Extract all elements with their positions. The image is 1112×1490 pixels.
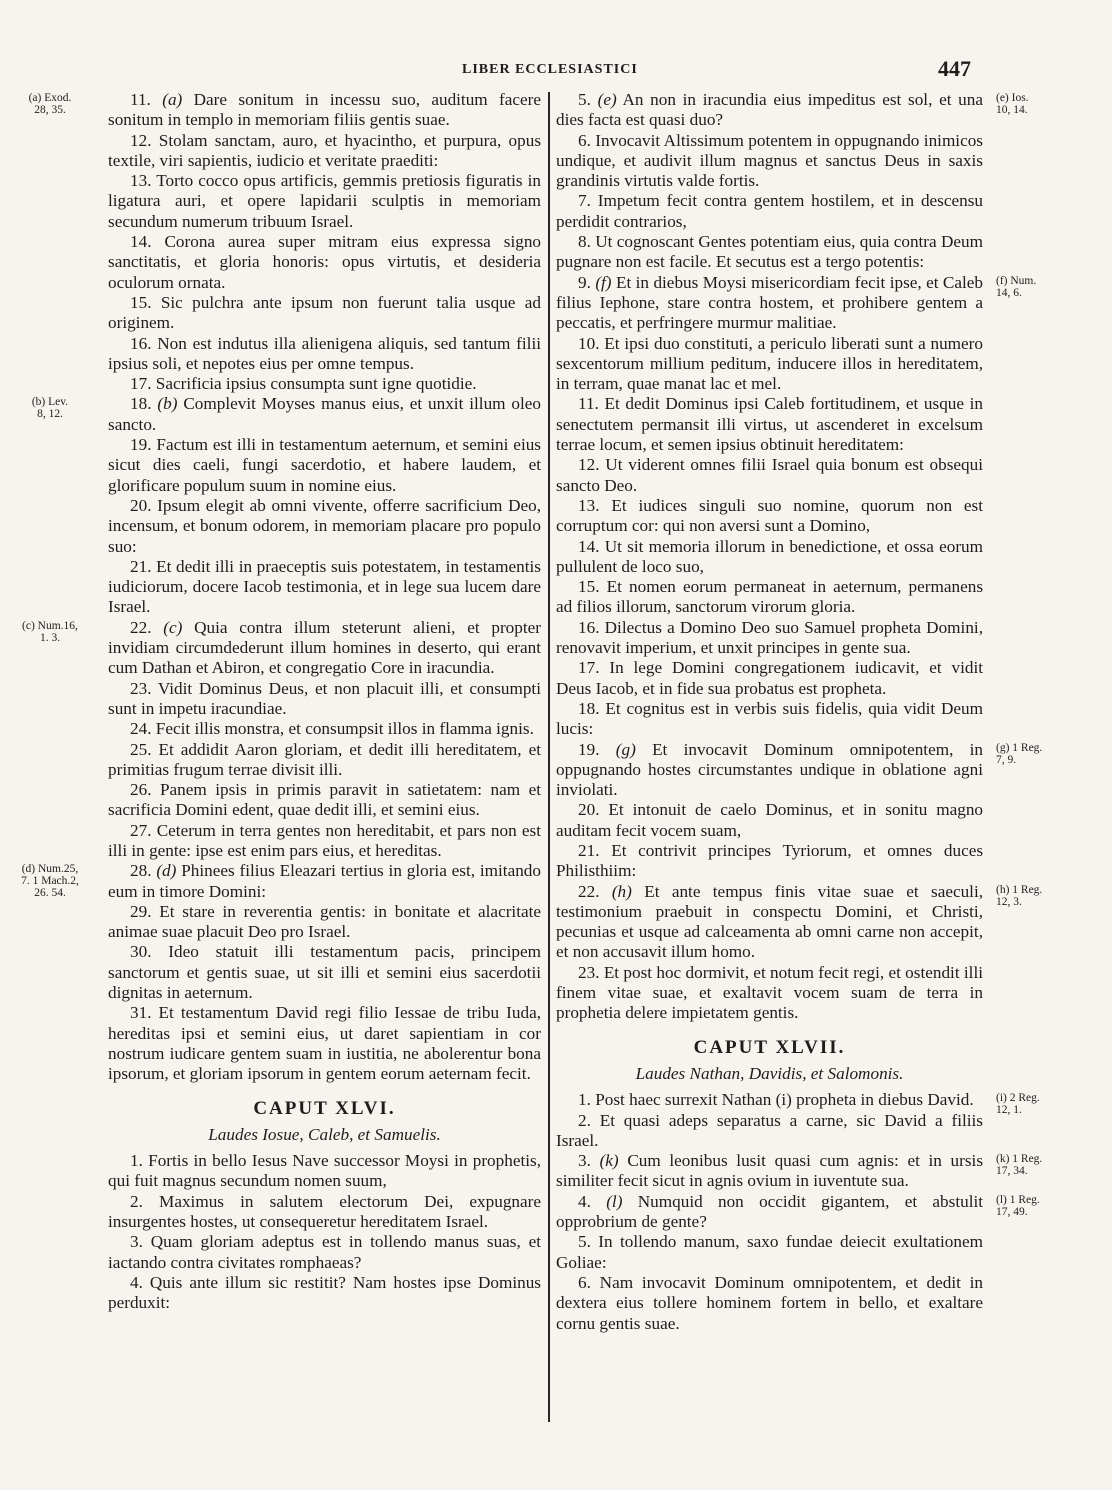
- verse-number: 17.: [130, 374, 152, 394]
- margin-note-line: (e) Ios.: [996, 92, 1029, 104]
- verse-number: 16.: [578, 617, 600, 637]
- right-column: [556, 90, 1043, 1334]
- verse-text: Et post hoc dormivit, et notum fecit regi, et ostendit illi finem vitae suae, et exaltavit vocem suam de terra in prophetia delere impietatem gentis.: [556, 962, 984, 1023]
- verse-number: 29.: [130, 901, 152, 921]
- verse-number: 11.: [130, 90, 151, 109]
- verse-text: Et addidit Aaron gloriam, et dedit illi hereditatem, et primitias frugum terrae divisit illi.: [108, 739, 542, 779]
- verse-number: 19.: [130, 435, 152, 455]
- verse: [108, 334, 541, 375]
- verse-number: 1.: [130, 1151, 143, 1171]
- verse-text: Sic pulchra ante ipsum non fuerunt talia usque ad originem.: [108, 292, 542, 333]
- verse: [556, 232, 983, 273]
- verse: [108, 740, 541, 781]
- verse-text: Ceterum in terra gentes non hereditabit, et pars non est illi in gente: ipse est enim pars eius, et hereditas.: [108, 820, 541, 860]
- verse-number: 3.: [130, 1232, 143, 1252]
- verse-number: 12.: [578, 455, 600, 475]
- verse: [556, 1090, 1040, 1117]
- margin-note: [2, 92, 98, 116]
- verse-text: Ideo statuit illi testamentum pacis, principem sanctorum et gentis suae, ut sit illi et semini eius sacerdotii dignitas in aeternum.: [108, 942, 541, 1003]
- verse-text: Phinees filius Eleazari tertius in gloria est, imitando eum in timore Domini:: [108, 861, 541, 901]
- margin-note: [996, 275, 1076, 299]
- margin-note: [996, 742, 1076, 766]
- verse-text: Sacrificia ipsius consumpta sunt igne quotidie.: [155, 374, 477, 394]
- verse-text: Et nomen eorum permaneat in aeternum, permanens ad filios illorum, sanctorum virorum gloria.: [556, 577, 984, 617]
- verse-text: Et intonuit de caelo Dominus, et in sonitu magno auditam fecit vocem suam,: [556, 800, 984, 840]
- verse-text: Vidit Dominus Deus, et non placuit illi, et consumpti sunt in impetu iracundiae.: [108, 678, 541, 718]
- verse-text: Factum est illi in testamentum aeternum, et semini eius sicut dies caeli, fungi sacerdotio, et habere laudem, et glorificare populum suum in nomine eius.: [108, 435, 541, 495]
- margin-note-line: (h) 1 Reg.: [996, 883, 1043, 896]
- verse: [556, 1151, 1043, 1192]
- footnote-ref: (d): [156, 861, 177, 881]
- verse-number: 14.: [578, 536, 600, 556]
- verse: [108, 942, 541, 1003]
- verse-text: An non in iracundia eius impeditus est sol, et una dies facta est quasi duo?: [556, 90, 983, 130]
- verse-text: Quam gloriam adeptus est in tollendo manus suas, et iactando contra civitates romphaeas?: [108, 1232, 541, 1272]
- verse-number: 15.: [130, 292, 152, 312]
- verse-number: 27.: [130, 820, 152, 840]
- verse: [556, 537, 983, 578]
- verse: [556, 1273, 983, 1334]
- margin-note: [996, 1153, 1076, 1177]
- column-divider: [548, 92, 550, 1422]
- verse-text: Et cognitus est in verbis suis fidelis, quia vidit Deum lucis:: [556, 698, 983, 739]
- verse: [108, 1232, 541, 1273]
- verse: [108, 1273, 541, 1314]
- verse-number: 23.: [578, 962, 600, 982]
- verse-text: Et ipsi duo constituti, a periculo liberati sunt a numero sexcentorum millium peditum, inducere illos in hereditatem, in terram, quae manat lac et mel.: [556, 333, 983, 394]
- verse-text: Nam invocavit Dominum omnipotentem, et dedit in dextera eius tollere hominem fortem in bello, et exaltare cornu gentis suae.: [556, 1272, 983, 1333]
- margin-note: [2, 396, 98, 420]
- verse: [556, 191, 983, 232]
- verse: [21, 861, 541, 902]
- verse-number: 25.: [130, 739, 152, 759]
- verse-text: Numquid non occidit gigantem, et abstulit opprobrium de gente?: [556, 1191, 984, 1232]
- verse-text: Et invocavit Dominum omnipotentem, in oppugnando hostes circumstantes undique in oblatione agni inviolati.: [556, 739, 983, 800]
- margin-note-line: (k) 1 Reg.: [996, 1153, 1043, 1166]
- verse-number: 4.: [578, 1191, 591, 1211]
- verse-number: 2.: [578, 1110, 591, 1130]
- verse-number: 28.: [130, 861, 152, 881]
- verse-number: 1.: [578, 1090, 591, 1110]
- verse-text: Et iudices singuli suo nomine, quorum non est corruptum cor: qui non aversi sunt a Domino,: [556, 495, 984, 536]
- verse-text: Panem ipsis in primis paravit in satietatem: nam et sacrificia Domini edent, quae dedit illi, et semini eius.: [108, 780, 541, 820]
- verse: [108, 821, 541, 862]
- verse-text: Et quasi adeps separatus a carne, sic David a filiis Israel.: [556, 1110, 983, 1150]
- margin-note: [996, 1194, 1076, 1218]
- verse-number: 4.: [130, 1272, 143, 1292]
- verse-text: Maximus in salutem electorum Dei, expugnare insurgentes hostes, ut consequeretur hereditatem Israel.: [108, 1191, 541, 1232]
- margin-note: [996, 1092, 1076, 1116]
- margin-note-line: (a) Exod.: [28, 92, 72, 104]
- verse-text: Quis ante illum sic restitit? Nam hostes ipse Dominus perduxit:: [108, 1272, 541, 1313]
- verse-text: In lege Domini congregationem iudicavit, et vidit Deus Iacob, et in fide sua probatus est propheta.: [556, 658, 983, 698]
- verse: [108, 780, 541, 821]
- chapter-heading: CAPUT XLVI.: [253, 1097, 396, 1119]
- verse-number: 10.: [578, 333, 600, 353]
- margin-note-line: (f) Num.: [996, 274, 1037, 287]
- running-title: LIBER ECCLESIASTICI: [462, 62, 638, 77]
- verse-text: Invocavit Altissimum potentem in oppugnando inimicos undique, et audivit illum magnus et sanctus Deus in saxis grandinis virtutis valde fortis.: [556, 130, 983, 191]
- footnote-ref: (a): [162, 90, 183, 109]
- footnote-ref: (e): [597, 90, 617, 109]
- margin-note-line: 28, 35.: [34, 104, 66, 116]
- verse-number: 5.: [578, 1232, 591, 1252]
- verse: [108, 1192, 541, 1233]
- verse-list: [556, 1090, 1043, 1334]
- verse: [556, 841, 983, 882]
- verse: [108, 1003, 541, 1084]
- verse-number: 7.: [578, 191, 591, 211]
- margin-note-line: (l) 1 Reg.: [996, 1193, 1040, 1206]
- verse-text: In tollendo manum, saxo fundae deiecit exultationem Goliae:: [556, 1232, 983, 1272]
- verse-text: Ipsum elegit ab omni vivente, offerre sacrificium Deo, incensum, et bonum odorem, in memoriam placare pro populo suo:: [108, 495, 541, 556]
- verse-text: Et ante tempus finis vitae suae et saeculi, testimonium praebuit in conspectu Domini, et Christi, pecunias et usque ad calceamenta ab omni carne non accepit, et non accusavit illum homo.: [556, 881, 984, 962]
- verse: [22, 617, 541, 679]
- verse-number: 21.: [130, 556, 152, 576]
- footnote-ref: (h): [611, 881, 632, 901]
- verse-number: 13.: [130, 171, 152, 191]
- margin-note-line: (c) Num.16,: [22, 619, 78, 632]
- verse: [556, 577, 983, 618]
- margin-note-line: 1. 3.: [39, 631, 61, 644]
- verse-number: 30.: [130, 942, 152, 962]
- verse-number: 20.: [578, 800, 600, 820]
- verse-text: Post haec surrexit Nathan (i) propheta in diebus David.: [595, 1090, 974, 1110]
- verse-number: 15.: [578, 577, 600, 597]
- verse-number: 2.: [130, 1191, 143, 1211]
- left-column: [21, 90, 542, 1314]
- footnote-ref: (c): [163, 617, 183, 637]
- footnote-ref: (l): [606, 1191, 623, 1211]
- verse-number: 26.: [130, 780, 152, 800]
- footnote-ref: (g): [615, 739, 636, 759]
- running-head: [0, 56, 1112, 84]
- margin-note-line: 10, 14.: [996, 104, 1028, 116]
- verse-number: 18.: [130, 394, 152, 414]
- verse: [556, 800, 983, 841]
- verse-text: Fortis in bello Iesus Nave successor Moysi in prophetis, qui fuit magnus secundum nomen suum,: [108, 1151, 541, 1191]
- verse: [556, 658, 983, 699]
- footnote-ref: (b): [157, 394, 178, 414]
- verse: [556, 739, 1043, 801]
- verse: [108, 679, 541, 720]
- verse: [108, 131, 541, 172]
- verse-number: 21.: [578, 840, 600, 860]
- verse-number: 22.: [130, 617, 152, 637]
- margin-note-line: 8, 12.: [37, 408, 63, 421]
- verse-number: 11.: [578, 394, 599, 414]
- verse-text: Torto cocco opus artificis, gemmis pretiosis figuratis in ligatura auri, et opere lapidarii sculptis in memoriam secundum numerum tribuum Israel.: [108, 171, 541, 231]
- verse-number: 8.: [578, 232, 591, 252]
- margin-note-line: 12, 1.: [996, 1104, 1022, 1117]
- verse: [108, 435, 541, 496]
- margin-note-line: 7. 1 Mach.2,: [21, 875, 79, 888]
- verse: [556, 455, 983, 496]
- margin-note-line: 17, 49.: [996, 1205, 1028, 1218]
- verse-text: Dare sonitum in incessu suo, auditum facere sonitum in templo in memoriam filiis gentis suae.: [108, 90, 541, 130]
- verse-number: 23.: [130, 678, 152, 698]
- verse-text: Et dedit illi in praeceptis suis potestatem, in testamentis iudiciorum, docere Iacob testimonia, et in lege sua lucem dare Israel.: [108, 556, 541, 617]
- verse-text: Corona aurea super mitram eius expressa signo sanctitatis, et gloria honoris: opus virtutis, et desideria oculorum ornata.: [108, 232, 542, 292]
- verse-text: Fecit illis monstra, et consumpsit illos in flamma ignis.: [155, 719, 534, 739]
- verse-number: 9.: [578, 272, 591, 292]
- verse-text: Non est indutus illa alienigena aliquis, sed tantum filii ipsius soli, et nepotes eius per omne tempus.: [108, 333, 541, 373]
- verse: [556, 881, 1043, 963]
- margin-note-line: (b) Lev.: [31, 396, 69, 409]
- verse: [556, 334, 983, 395]
- footnote-ref: (k): [599, 1151, 619, 1171]
- verse-text: Ut viderent omnes filii Israel quia bonum est obsequi sancto Deo.: [556, 455, 984, 495]
- verse-text: Cum leonibus lusit quasi cum agnis: et in ursis similiter fecit sicut in agnis ovium in iuventute sua.: [556, 1151, 984, 1191]
- verse-text: Et dedit Dominus ipsi Caleb fortitudinem, et usque in senectutem permansit illi virtus, ut ascenderet in excelsum terrae locum, et semen ipsius obtinuit hereditatem:: [556, 394, 983, 455]
- verse-text: Et testamentum David regi filio Iessae de tribu Iuda, hereditas ipsi et semini eius, ut daret sapientiam in cor nostrum iudicare gentem suam in iustitia, ne abolerentur bona ipsorum, et gloriam ipsorum in gentem eorum aeternam fecit.: [108, 1003, 541, 1084]
- verse-number: 20.: [130, 495, 152, 515]
- margin-note-line: (i) 2 Reg.: [996, 1092, 1040, 1105]
- verse: [556, 1232, 983, 1273]
- chapter-subtitle: Laudes Nathan, Davidis, et Salomonis.: [635, 1063, 904, 1083]
- verse-text: Ut cognoscant Gentes potentiam eius, quia contra Deum pugnare non est facile. Et secutus est a tergo potentis:: [556, 232, 983, 272]
- margin-note-line: 17, 34.: [996, 1165, 1028, 1178]
- verse-number: 22.: [578, 881, 600, 901]
- verse: [108, 557, 541, 618]
- verse: [108, 496, 541, 557]
- chapter-subtitle: Laudes Iosue, Caleb, et Samuelis.: [208, 1124, 441, 1144]
- verse: [108, 1151, 541, 1192]
- verse: [108, 293, 541, 334]
- verse: [556, 131, 983, 192]
- verse-text: Et stare in reverentia gentis: in bonitate et alacritate animae suae placuit Deo pro Israel.: [108, 901, 542, 942]
- margin-note: [996, 884, 1076, 908]
- verse: [108, 171, 541, 232]
- margin-note-line: 14, 6.: [996, 286, 1022, 299]
- verse-number: 13.: [578, 495, 600, 515]
- verse-number: 19.: [578, 739, 600, 759]
- verse-list: [21, 90, 542, 1085]
- verse-number: 16.: [130, 333, 152, 353]
- chapter-heading: CAPUT XLVII.: [693, 1036, 846, 1058]
- verse: [556, 1191, 1040, 1233]
- verse: [28, 90, 541, 131]
- verse-text: Et contrivit principes Tyriorum, et omnes duces Philisthiim:: [556, 840, 984, 881]
- verse-text: Dilectus a Domino Deo suo Samuel propheta Domini, renovavit imperium, et unxit principes in gente sua.: [556, 617, 983, 658]
- verse-number: 6.: [578, 1272, 591, 1292]
- verse: [31, 394, 542, 435]
- margin-note-line: 26. 54.: [34, 887, 66, 900]
- verse-number: 24.: [130, 719, 152, 739]
- margin-note: [2, 620, 98, 644]
- margin-note: [996, 92, 1076, 116]
- verse: [556, 496, 983, 537]
- footnote-ref: (f): [595, 272, 612, 292]
- verse: [556, 90, 1029, 131]
- verse: [108, 232, 541, 293]
- verse-text: Et in diebus Moysi misericordiam fecit ipse, et Caleb filius Iephone, stare contra hostem, et prohibere gentem a peccatis, et perfringere murmur malitiae.: [556, 272, 984, 333]
- verse-number: 3.: [578, 1151, 591, 1171]
- verse-number: 14.: [130, 232, 152, 252]
- margin-note-line: 12, 3.: [996, 895, 1022, 908]
- verse-list: [556, 90, 1043, 1024]
- verse-text: Complevit Moyses manus eius, et unxit illum oleo sancto.: [108, 394, 542, 434]
- verse: [108, 374, 541, 394]
- verse-list: [108, 1151, 541, 1313]
- verse: [556, 1111, 983, 1152]
- verse-number: 31.: [130, 1003, 152, 1023]
- verse-text: Stolam sanctam, auro, et hyacintho, et purpura, opus textile, viri sapientis, iudicio et veritate praediti:: [108, 130, 542, 170]
- verse-text: Impetum fecit contra gentem hostilem, et in descensu perdidit contrarios,: [556, 191, 984, 231]
- margin-note: [2, 863, 98, 899]
- page-number: 447: [938, 56, 971, 81]
- verse: [556, 963, 983, 1024]
- margin-note-line: (d) Num.25,: [21, 863, 79, 876]
- verse-number: 18.: [578, 698, 600, 718]
- verse: [556, 618, 983, 659]
- verse-number: 6.: [578, 130, 591, 150]
- verse-text: Quia contra illum steterunt alieni, et propter invidiam circumdederunt illum homines in deserto, qui erant cum Dathan et Abiron, et congregatio Core in iracundia.: [108, 617, 541, 678]
- verse-number: 17.: [578, 658, 600, 678]
- verse: [108, 902, 541, 943]
- verse-text: Ut sit memoria illorum in benedictione, et ossa eorum pullulent de loco suo,: [556, 536, 984, 576]
- verse: [556, 699, 983, 740]
- verse-number: 12.: [130, 130, 152, 150]
- margin-note-line: (g) 1 Reg.: [996, 741, 1043, 754]
- verse: [556, 272, 1037, 334]
- margin-note-line: 7, 9.: [996, 753, 1017, 766]
- verse: [108, 719, 541, 739]
- verse: [556, 394, 983, 455]
- verse-number: 5.: [578, 90, 591, 109]
